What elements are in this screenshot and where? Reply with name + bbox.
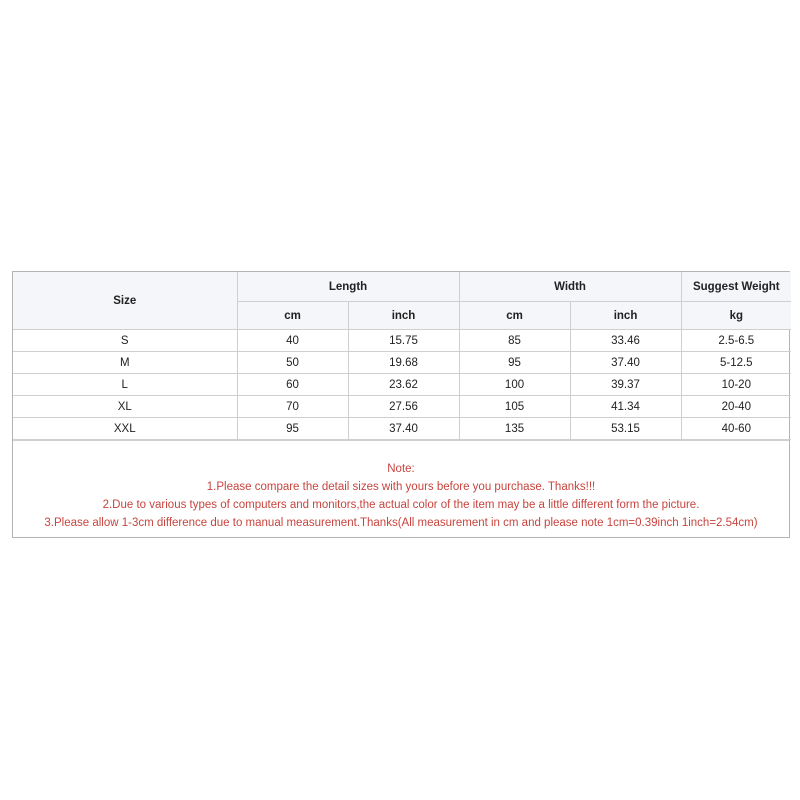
suggest-weight-header: Suggest Weight — [681, 272, 791, 302]
length-cm-cell: 95 — [237, 418, 348, 440]
size-cell: XL — [13, 396, 237, 418]
length-inch-cell: 27.56 — [348, 396, 459, 418]
size-cell: XXL — [13, 418, 237, 440]
length-inch-cell: 15.75 — [348, 330, 459, 352]
length-inch-unit: inch — [348, 302, 459, 330]
size-cell: M — [13, 352, 237, 374]
table-row — [13, 374, 791, 396]
weight-cell: 2.5-6.5 — [681, 330, 791, 352]
size-chart — [12, 271, 790, 538]
length-cm-unit: cm — [237, 302, 348, 330]
width-cm-cell: 100 — [459, 374, 570, 396]
length-header: Length — [237, 272, 459, 302]
width-inch-cell: 53.15 — [570, 418, 681, 440]
length-cm-cell: 60 — [237, 374, 348, 396]
width-inch-cell: 33.46 — [570, 330, 681, 352]
width-inch-cell: 37.40 — [570, 352, 681, 374]
weight-cell: 10-20 — [681, 374, 791, 396]
length-cm-cell: 50 — [237, 352, 348, 374]
table-row — [13, 330, 791, 352]
width-inch-cell: 39.37 — [570, 374, 681, 396]
size-cell: L — [13, 374, 237, 396]
table-row — [13, 418, 791, 440]
table-row — [13, 352, 791, 374]
width-cm-unit: cm — [459, 302, 570, 330]
weight-unit: kg — [681, 302, 791, 330]
note-title: Note: — [387, 463, 415, 475]
length-cm-cell: 40 — [237, 330, 348, 352]
width-cm-cell: 135 — [459, 418, 570, 440]
width-header: Width — [459, 272, 681, 302]
width-cm-cell: 95 — [459, 352, 570, 374]
size-cell: S — [13, 330, 237, 352]
length-inch-cell: 37.40 — [348, 418, 459, 440]
length-cm-cell: 70 — [237, 396, 348, 418]
width-cm-cell: 85 — [459, 330, 570, 352]
note-line-1: 1.Please compare the detail sizes with yours before you purchase. Thanks!!! — [206, 481, 596, 493]
width-cm-cell: 105 — [459, 396, 570, 418]
size-header: Size — [13, 272, 237, 330]
length-inch-cell: 23.62 — [348, 374, 459, 396]
length-inch-cell: 19.68 — [348, 352, 459, 374]
width-inch-cell: 41.34 — [570, 396, 681, 418]
weight-cell: 5-12.5 — [681, 352, 791, 374]
size-table — [13, 272, 791, 440]
weight-cell: 40-60 — [681, 418, 791, 440]
note-line-2: 2.Due to various types of computers and monitors,the actual color of the item may be a little different form the picture. — [102, 499, 700, 511]
table-row — [13, 396, 791, 418]
notes-section — [13, 440, 789, 537]
note-line-3: 3.Please allow 1-3cm difference due to manual measurement.Thanks(All measurement in cm and please note 1cm=0.39inch 1inch=2.54cm) — [44, 517, 758, 529]
width-inch-unit: inch — [570, 302, 681, 330]
header-row — [13, 272, 791, 302]
weight-cell: 20-40 — [681, 396, 791, 418]
